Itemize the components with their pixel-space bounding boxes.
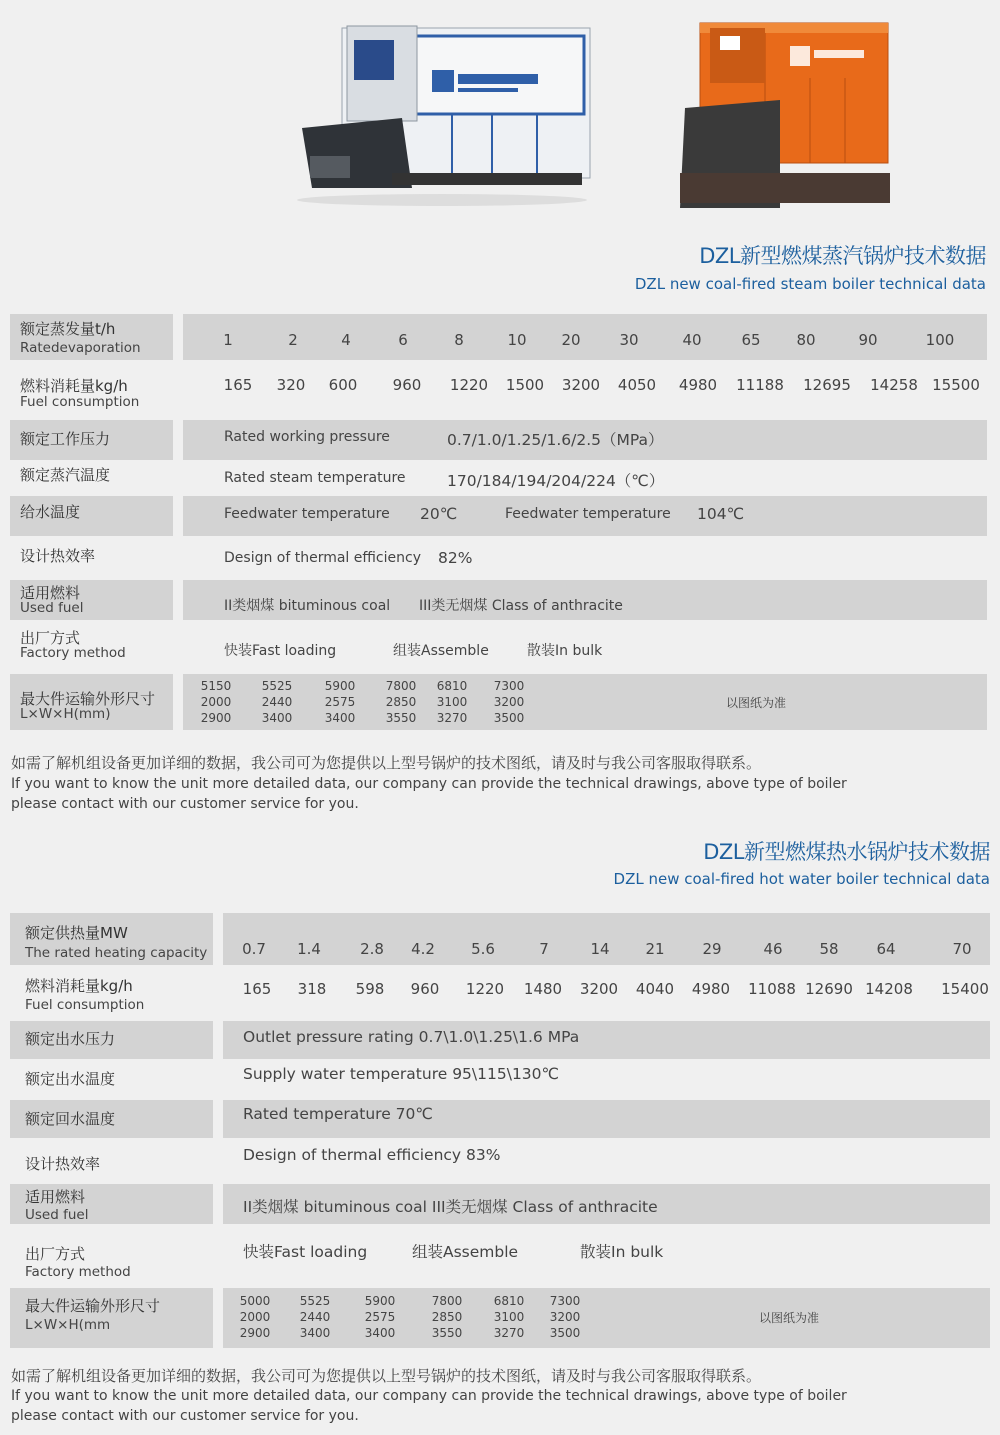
steam-pressure-label: 额定工作压力 [20,430,111,448]
steam-size-value: 2850 [385,695,417,709]
hot-size-value: 5900 [364,1294,396,1308]
hot-outlet-temp-text: Supply water temperature 95\115\130℃ [243,1065,559,1083]
steam-size-value: 7300 [493,679,525,693]
steam-factory-method-1: 快装Fast loading [224,643,337,659]
hot-heating-value: 14 [590,940,610,958]
steam-title-en: DZL new coal-fired steam boiler technical data [634,275,986,293]
steam-used-fuel-label-en: Used fuel [20,600,84,616]
hot-size-note: 以图纸为准 [759,1311,820,1325]
hot-size-value: 3500 [549,1326,581,1340]
steam-footer-en-2: please contact with our customer service for you. [11,796,359,812]
steam-feedwater-value-2: 104℃ [697,505,744,523]
hot-heating-value: 64 [876,940,896,958]
hot-size-value: 3400 [364,1326,396,1340]
steam-size-value: 2900 [200,711,232,725]
steam-size-value: 3270 [436,711,468,725]
steam-fuel-value: 3200 [561,376,601,394]
steam-size-value: 3400 [261,711,293,725]
steam-size-value: 3550 [385,711,417,725]
left-boiler-image [292,8,592,208]
hot-return-temp-text: Rated temperature 70℃ [243,1105,433,1123]
hot-factory-label: 出厂方式 [25,1245,86,1263]
steam-footer-cn: 如需了解机组设备更加详细的数据，我公司可为您提供以上型号锅炉的技术图纸，请及时与我公司客服取得联系。 [11,754,762,772]
hot-used-fuel-text: II类烟煤 bituminous coal III类无烟煤 Class of anthracite [243,1198,658,1216]
hot-size-value: 5525 [299,1294,331,1308]
steam-size-note: 以图纸为准 [726,696,787,710]
hot-fuel-value: 3200 [579,980,619,998]
steam-fuel-value: 165 [223,376,253,394]
steam-evaporation-value: 4 [341,331,351,349]
hot-footer-en-1: If you want to know the unit more detailed data, our company can provide the technical drawings, above type of boiler [11,1388,847,1404]
steam-fuel-value: 960 [392,376,422,394]
hot-fuel-value: 14208 [865,980,913,998]
hot-size-label-en: L×W×H(mm [25,1317,111,1333]
hot-size-value: 2440 [299,1310,331,1324]
hot-fuel-value: 1480 [523,980,563,998]
steam-size-label: 最大件运输外形尺寸 [20,690,156,708]
steam-evaporation-label: 额定蒸发量t/h [20,320,116,338]
hot-heating-value: 46 [763,940,783,958]
hot-title-en: DZL new coal-fired hot water boiler technical data [613,870,990,888]
hot-fuel-value: 11088 [748,980,796,998]
steam-pressure-value: 0.7/1.0/1.25/1.6/2.5（MPa） [447,431,664,449]
hot-factory-label-en: Factory method [25,1264,131,1280]
steam-size-label-en: L×W×H(mm) [20,706,111,722]
right-boiler-image [680,8,890,208]
steam-evaporation-value: 6 [398,331,408,349]
steam-size-value: 6810 [436,679,468,693]
steam-fuel-value: 600 [328,376,358,394]
hot-row-size-bg [223,1288,990,1348]
steam-evaporation-value: 100 [925,331,955,349]
steam-size-value: 3500 [493,711,525,725]
hot-heating-label: 额定供热量MW [25,924,128,942]
hot-fuel-value: 960 [410,980,440,998]
hot-heating-value: 1.4 [297,940,321,958]
steam-efficiency-value: 82% [438,549,473,567]
hot-used-fuel-label: 适用燃料 [25,1188,86,1206]
steam-pressure-text: Rated working pressure [224,429,390,445]
steam-size-value: 3200 [493,695,525,709]
steam-fuel-value: 4050 [617,376,657,394]
steam-size-value: 5525 [261,679,293,693]
steam-evaporation-value: 1 [223,331,233,349]
steam-feedwater-text-2: Feedwater temperature [505,506,671,522]
steam-fuel-value: 12695 [803,376,851,394]
hot-size-value: 2850 [431,1310,463,1324]
hot-size-value: 3200 [549,1310,581,1324]
hot-fuel-label-en: Fuel consumption [25,997,145,1013]
steam-size-value: 5900 [324,679,356,693]
steam-fuel-label-en: Fuel consumption [20,394,140,410]
steam-evaporation-value: 2 [288,331,298,349]
hot-size-value: 3550 [431,1326,463,1340]
steam-temperature-text: Rated steam temperature [224,470,406,486]
steam-used-fuel-label: 适用燃料 [20,584,81,602]
hot-outlet-pressure-label: 额定出水压力 [25,1030,116,1048]
hot-return-temp-label: 额定回水温度 [25,1110,116,1128]
hot-efficiency-text: Design of thermal efficiency 83% [243,1146,501,1164]
hot-footer-cn: 如需了解机组设备更加详细的数据，我公司可为您提供以上型号锅炉的技术图纸，请及时与我公司客服取得联系。 [11,1367,762,1385]
steam-size-value: 2440 [261,695,293,709]
steam-footer-en-1: If you want to know the unit more detailed data, our company can provide the technical drawings, above type of boiler [11,776,847,792]
steam-row-size-bg [183,674,987,730]
steam-fuel-value: 4980 [678,376,718,394]
steam-evaporation-value: 30 [619,331,639,349]
hot-outlet-pressure-text: Outlet pressure rating 0.7\1.0\1.25\1.6 MPa [243,1028,580,1046]
steam-size-value: 3400 [324,711,356,725]
steam-fuel-value: 1500 [505,376,545,394]
hot-fuel-label: 燃料消耗量kg/h [25,977,133,995]
hot-outlet-temp-label: 额定出水温度 [25,1070,116,1088]
hot-heating-value: 21 [645,940,665,958]
hot-size-value: 2900 [239,1326,271,1340]
steam-size-value: 5150 [200,679,232,693]
hot-used-fuel-label-en: Used fuel [25,1207,89,1223]
steam-fuel-value: 15500 [932,376,980,394]
steam-temperature-value: 170/184/194/204/224（℃） [447,472,665,490]
steam-evaporation-value: 90 [858,331,878,349]
hot-heating-value: 7 [539,940,549,958]
hot-fuel-value: 4040 [635,980,675,998]
hot-fuel-value: 598 [355,980,385,998]
hot-size-value: 6810 [493,1294,525,1308]
steam-factory-label-en: Factory method [20,645,126,661]
hot-factory-method-1: 快装Fast loading [243,1243,368,1261]
hot-fuel-value: 4980 [691,980,731,998]
hot-fuel-value: 15400 [941,980,989,998]
hot-size-value: 3270 [493,1326,525,1340]
hot-heating-value: 4.2 [411,940,435,958]
hot-heating-value: 29 [702,940,722,958]
steam-efficiency-text: Design of thermal efficiency [224,550,421,566]
steam-feedwater-label: 给水温度 [20,503,81,521]
steam-evaporation-value: 20 [561,331,581,349]
hot-size-label: 最大件运输外形尺寸 [25,1297,161,1315]
steam-size-value: 3100 [436,695,468,709]
hot-title-cn: DZL新型燃煤热水锅炉技术数据 [703,840,990,864]
steam-feedwater-text-1: Feedwater temperature [224,506,390,522]
hot-heating-value: 2.8 [360,940,384,958]
steam-fuel-value: 11188 [736,376,784,394]
hot-efficiency-label: 设计热效率 [25,1155,101,1173]
hot-size-value: 7800 [431,1294,463,1308]
steam-factory-label: 出厂方式 [20,629,81,647]
steam-title-cn: DZL新型燃煤蒸汽锅炉技术数据 [699,244,986,268]
hot-fuel-value: 165 [242,980,272,998]
hot-size-value: 2575 [364,1310,396,1324]
hot-size-value: 3400 [299,1326,331,1340]
steam-size-value: 7800 [385,679,417,693]
steam-factory-method-3: 散装In bulk [527,643,603,659]
steam-used-fuel-option-2: III类无烟煤 Class of anthracite [419,598,623,614]
hot-footer-en-2: please contact with our customer service for you. [11,1408,359,1424]
steam-evaporation-value: 10 [507,331,527,349]
hot-heating-value: 0.7 [242,940,266,958]
steam-evaporation-value: 8 [454,331,464,349]
steam-factory-method-2: 组装Assemble [393,643,489,659]
steam-evaporation-value: 65 [741,331,761,349]
steam-fuel-value: 320 [276,376,306,394]
steam-evaporation-value: 80 [796,331,816,349]
steam-used-fuel-option-1: II类烟煤 bituminous coal [224,598,391,614]
steam-evaporation-label-en: Ratedevaporation [20,340,141,356]
hot-fuel-value: 318 [297,980,327,998]
steam-fuel-value: 1220 [449,376,489,394]
hot-fuel-value: 1220 [465,980,505,998]
steam-feedwater-value-1: 20℃ [420,505,458,523]
hot-heating-value: 5.6 [471,940,495,958]
steam-efficiency-label: 设计热效率 [20,547,96,565]
hot-factory-method-3: 散装In bulk [580,1243,664,1261]
hot-heating-label-en: The rated heating capacity [25,945,208,961]
hot-fuel-value: 12690 [805,980,853,998]
steam-size-value: 2575 [324,695,356,709]
steam-fuel-label: 燃料消耗量kg/h [20,377,128,395]
hot-size-value: 5000 [239,1294,271,1308]
steam-fuel-value: 14258 [870,376,918,394]
steam-evaporation-value: 40 [682,331,702,349]
hot-factory-method-2: 组装Assemble [412,1243,519,1261]
hot-size-value: 7300 [549,1294,581,1308]
steam-temperature-label: 额定蒸汽温度 [20,466,111,484]
hot-size-value: 2000 [239,1310,271,1324]
hot-heating-value: 70 [952,940,972,958]
hot-size-value: 3100 [493,1310,525,1324]
hot-heating-value: 58 [819,940,839,958]
steam-size-value: 2000 [200,695,232,709]
